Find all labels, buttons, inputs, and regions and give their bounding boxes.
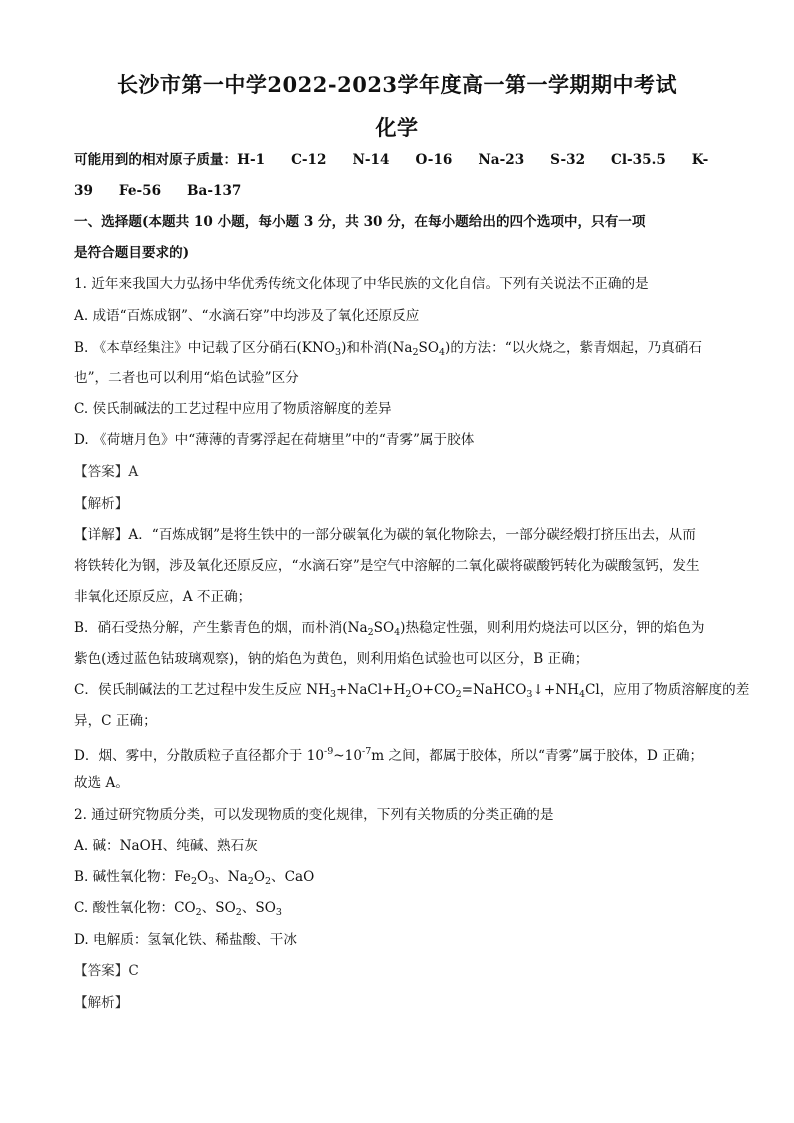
q2-option-a: A. 碱：NaOH、纯碱、熟石灰 [74,838,258,854]
q1-analysis-label: 【解析】 [74,496,129,512]
section-heading-cont: 是符合题目要求的) [74,245,190,261]
mass-s: S-32 [550,152,586,168]
q2-option-d: D. 电解质：氢氧化铁、稀盐酸、干冰 [74,932,297,948]
q1-stem: 1. 近年来我国大力弘扬中华优秀传统文化体现了中华民族的文化自信。下列有关说法不正确的是 [74,276,649,292]
atomic-mass-line [74,150,722,170]
q1-option-c: C. 侯氏制碱法的工艺过程中应用了物质溶解度的差异 [74,401,392,417]
section-heading: 一、选择题(本题共 10 小题，每小题 3 分，共 30 分，在每小题给出的四个选项中，只有一项 [74,214,646,230]
mass-k-part1: K- [691,152,709,168]
q1-detail-5: 紫色(透过蓝色钴玻璃观察)，钠的焰色为黄色，则利用焰色试验也可以区分，B 正确； [74,651,589,667]
q1-option-b: B. 《本草经集注》中记载了区分硝石$(KNO_3)$和朴消$(Na_2SO_4)$的方法：“以火烧之，紫青烟起，乃真硝石 [74,340,702,358]
q2-option-b: B. 碱性氧化物：$Fe_2O_3$、$Na_2O_2$、CaO [74,869,315,887]
subject-title: 化学 [375,115,419,140]
q1-detail-6: C．侯氏制碱法的工艺过程中发生反应 $NH_3+NaCl+H_2O+CO_2=NaHCO_3↓+NH_4Cl$，应用了物质溶解度的差 [74,682,750,700]
mass-cl: Cl-35.5 [611,152,666,168]
atomic-mass-line-2 [74,181,722,201]
q1-detail-2: 将铁转化为钢，涉及氧化还原反应，“水滴石穿”是空气中溶解的二氧化碳将碳酸钙转化为碳酸氢钙，发生 [74,558,700,574]
atomic-mass-label: 可能用到的相对原子质量： [74,152,238,168]
q1-option-d: D. 《荷塘月色》中“薄薄的青雾浮起在荷塘里”中的“青雾”属于胶体 [74,432,475,448]
q2-analysis-label: 【解析】 [74,995,129,1011]
q1-detail-8: D．烟、雾中，分散质粒子直径都介于 $10^{-9}\sim 10^{-7}m$ 之间，都属于胶体，所以“青雾”属于胶体，D 正确； [74,746,704,764]
mass-na: Na-23 [478,152,525,168]
mass-c: C-12 [291,152,327,168]
mass-ba: Ba-137 [187,183,242,199]
mass-h: H-1 [237,152,266,168]
q1-option-a: A. 成语“百炼成钢”、“水滴石穿”中均涉及了氧化还原反应 [74,308,420,324]
q1-detail-3: 非氧化还原反应，A 不正确； [74,589,252,605]
q2-answer: 【答案】C [74,963,139,979]
q1-answer: 【答案】A [74,464,139,480]
q1-detail-4: B．硝石受热分解，产生紫青色的烟，而朴消$(Na_2SO_4)$热稳定性强，则利用灼烧法可以区分，钾的焰色为 [74,620,705,638]
q1-detail-9: 故选 A。 [74,775,129,791]
q1-detail-1: 【详解】A．“百炼成钢”是将生铁中的一部分碳氧化为碳的氧化物除去，一部分碳经煅打挤压出去，从而 [74,527,696,543]
mass-n: N-14 [352,152,390,168]
mass-k-part2: 39 [74,183,93,199]
mass-fe: Fe-56 [118,183,162,199]
q2-option-c: C. 酸性氧化物：$CO_2$、$SO_2$、$SO_3$ [74,900,282,918]
q1-option-b-cont: 也”，二者也可以利用“焰色试验”区分 [74,370,299,386]
q1-detail-7: 异，C 正确； [74,713,157,729]
q2-stem: 2. 通过研究物质分类，可以发现物质的变化规律，下列有关物质的分类正确的是 [74,807,554,823]
page-title: 长沙市第一中学2022-2023学年度高一第一学期期中考试 [116,72,678,97]
mass-o: O-16 [415,152,453,168]
